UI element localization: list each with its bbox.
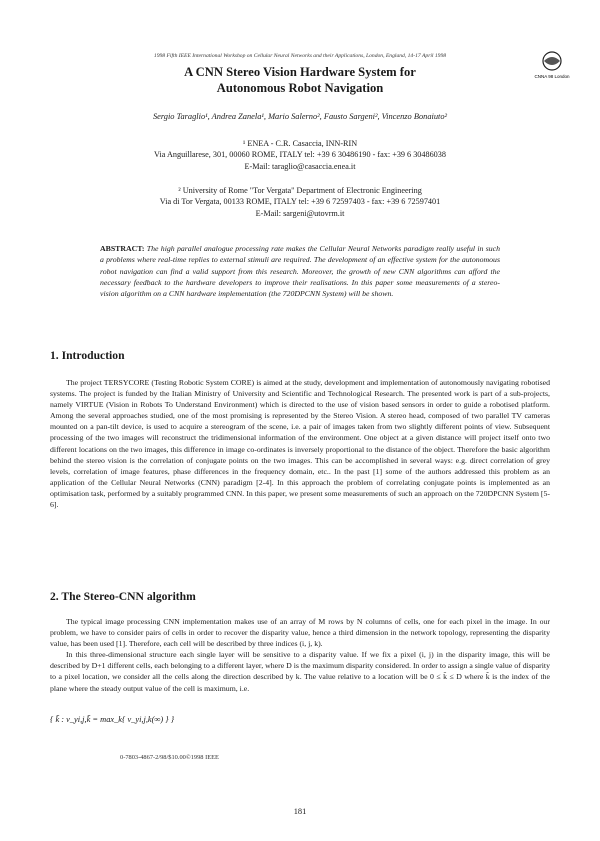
- affiliation-2-line-2: Via di Tor Vergata, 00133 ROME, ITALY tel: +39 6 72597403 - fax: +39 6 72597401: [159, 197, 441, 207]
- paragraph: The project TERSYCORE (Testing Robotic System CORE) is aimed at the study, development and implementation of autonomously navigating robotised systems. The project is funded by the Italian Ministry of University and Scientific and Technological Research. The presented work is part of a sub-projects, namely VIRTUE (Vision in Robots To Understand Environment) which is directed to the use of vision based sensors in order to guide a robotised platform. Among the several approaches studied, one of the most promising is represented by the Stereo Vision. A stereo head, composed of two parallel TV cameras mounted on a pan-tilt device, is used to acquire a stereogram of the scene, i.e. a pair of images taken from two slightly different points of view. Subsequent processing of the two images will reconstruct the tridimensional information of the environment. One object at a given distance will project itself onto two different locations on the two images, this difference in image co-ordinates is inversely proportional to the distance of the object. Therefore the basic algorithm behind the stereo vision is the correlation of conjugate points on the two images. This can be accomplished in several ways: e.g. direct correlation of grey levels, correlation of image features, phase differences in the frequency domain, etc.. In the past [1] some of the authors addressed this problem as an application of the Cellular Neural Networks (CNN) paradigm [2-4]. In this approach the problem of correlating conjugate points is implemented as an optimisation task, performed by a suitably programmed CNN. In this paper, we present some measurements of such an approach on the 720DPCNN System [5-6].: [50, 378, 550, 510]
- affiliation-1-email: E-Mail: taraglio@casaccia.enea.it: [244, 161, 356, 171]
- paragraph: In this three-dimensional structure each single layer will be sensitive to a disparity value. If we fix a pixel (i, j) in the disparity image, this will be described by D+1 different cells, each belonging to a different layer, where D is the maximum disparity considered. In order to assign a single value of disparity to a pixel location, we consider all the cells along the direction described by k. The value relative to a location will be 0 ≤ k̃ ≤ D where k̃ is the index of the plane where the steady output value of the cell is maximum, i.e.: [50, 650, 550, 693]
- title-line-1: A CNN Stereo Vision Hardware System for: [184, 65, 416, 79]
- affiliation-1-line-1: ¹ ENEA - C.R. Casaccia, INN-RIN: [242, 139, 358, 148]
- stereo-cnn-body: [50, 616, 550, 694]
- conference-header: 1998 Fifth IEEE International Workshop on Cellular Neural Networks and their Applications, London, England, 14-17 April 1998: [153, 53, 447, 59]
- affiliation-2-email: E-Mail: sargeni@utovrm.it: [255, 208, 345, 218]
- conference-logo-text: CNNA 98 London: [534, 74, 570, 79]
- section-heading-stereo-cnn: 2. The Stereo-CNN algorithm: [50, 590, 196, 603]
- abstract-label: ABSTRACT:: [100, 244, 145, 253]
- isbn-footer: 0-7803-4867-2/98/$10.00©1998 IEEE: [120, 754, 219, 761]
- abstract: [100, 243, 500, 299]
- page-number: 181: [293, 807, 307, 816]
- section-heading-introduction: 1. Introduction: [50, 349, 125, 362]
- affiliation-1: [60, 138, 540, 172]
- title-line-2: Autonomous Robot Navigation: [216, 81, 384, 95]
- affiliation-2: [60, 185, 540, 219]
- argmax-formula: { k̃ : v_yi,j,k̃ = max_k{ v_yi,j,k(∞) } }: [50, 715, 175, 724]
- conference-logo-icon: [534, 50, 570, 80]
- paragraph: The typical image processing CNN implementation makes use of an array of M rows by N columns of cells, one for each pixel in the image. In our problem, we have to consider pairs of cells in order to recover the disparity value, hence a third dimension in the network topology, representing the disparity value, has been used [1]. Therefore, each cell will be described by three indices (i, j, k).: [50, 617, 550, 649]
- introduction-body: [50, 377, 550, 510]
- abstract-text: The high parallel analogue processing rate makes the Cellular Neural Networks paradigm really useful in such a problems where real-time replies to external stimuli are required. The development of an effective system for the autonomous robot navigation can find a valid support from this research. Moreover, the growth of new CNN algorithms can afford the necessary feedback to the hardware developers to improve their realisations. In this paper some measurements of a stereo-vision algorithm on a CNN hardware implementation (the 720DPCNN System) will be shown.: [100, 244, 500, 299]
- author-list: Sergio Taraglio¹, Andrea Zanela¹, Mario Salerno², Fausto Sargeni², Vincenzo Bonaiuto²: [152, 112, 448, 121]
- affiliation-2-line-1: ² University of Rome "Tor Vergata" Department of Electronic Engineering: [178, 186, 422, 195]
- affiliation-1-line-2: Via Anguillarese, 301, 00060 ROME, ITALY tel: +39 6 30486190 - fax: +39 6 30486038: [154, 150, 446, 160]
- paper-title: [60, 64, 540, 96]
